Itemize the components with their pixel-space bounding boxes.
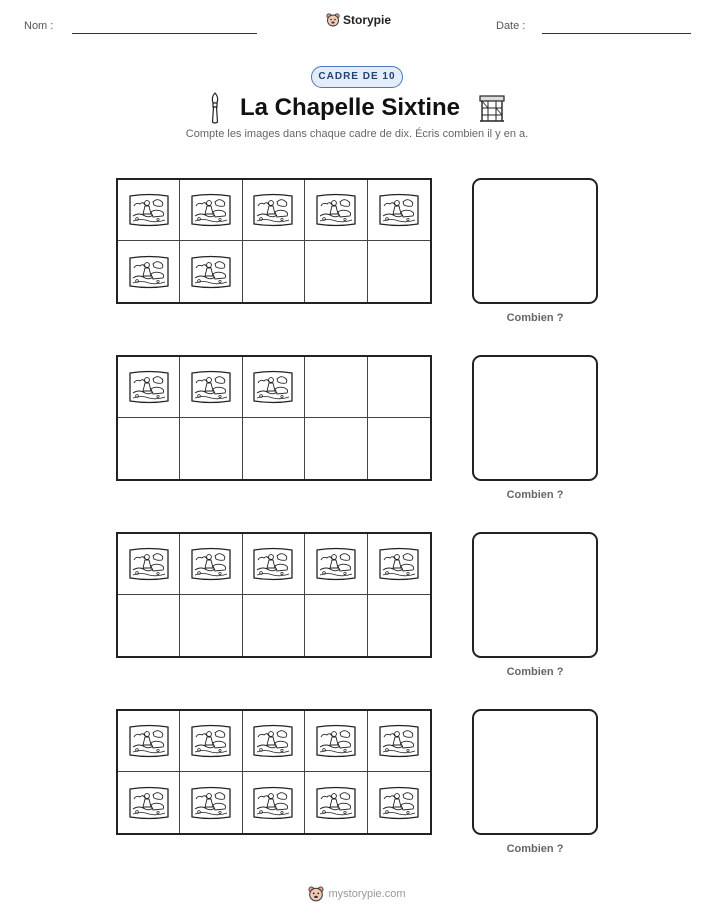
fresco-painting-icon: [189, 369, 233, 405]
footer-website: mystorypie.com: [328, 888, 406, 900]
answer-box[interactable]: [472, 709, 598, 835]
fresco-painting-icon: [377, 785, 421, 821]
fresco-painting-icon: [189, 546, 233, 582]
ten-frame-cell: [368, 357, 430, 418]
fresco-painting-icon: [251, 546, 295, 582]
ten-frame-cell: [118, 711, 180, 772]
fresco-painting-icon: [127, 546, 171, 582]
fresco-painting-icon: [251, 192, 295, 228]
ten-frame-cell: [243, 534, 305, 595]
fresco-painting-icon: [127, 192, 171, 228]
fresco-painting-icon: [189, 192, 233, 228]
ten-frame-cell: [368, 534, 430, 595]
ten-frame-cell: [180, 534, 242, 595]
fresco-painting-icon: [127, 369, 171, 405]
name-field[interactable]: [72, 33, 257, 34]
ten-frame-cell: [243, 357, 305, 418]
ten-frame-cell: [118, 595, 180, 656]
ten-frame-cell: [368, 180, 430, 241]
ten-frame-cell: [305, 595, 367, 656]
ten-frame-cell: [305, 534, 367, 595]
answer-box[interactable]: [472, 532, 598, 658]
ten-frame: [116, 709, 432, 835]
ten-frame-cell: [118, 534, 180, 595]
answer-box[interactable]: [472, 355, 598, 481]
bear-icon: [326, 13, 340, 27]
footer: [0, 886, 714, 902]
paintbrush-icon: [208, 92, 222, 124]
ten-frame: [116, 178, 432, 304]
fresco-painting-icon: [127, 723, 171, 759]
brand-logo: [326, 13, 391, 27]
fresco-painting-icon: [251, 369, 295, 405]
fresco-painting-icon: [314, 785, 358, 821]
ten-frame-cell: [243, 418, 305, 479]
fresco-painting-icon: [127, 785, 171, 821]
ten-frame-cell: [305, 180, 367, 241]
ten-frame: [116, 355, 432, 481]
ten-frame-cell: [180, 180, 242, 241]
ten-frame-cell: [180, 357, 242, 418]
fresco-painting-icon: [377, 723, 421, 759]
instructions: Compte les images dans chaque cadre de dix. Écris combien il y en a.: [185, 128, 529, 140]
fresco-painting-icon: [314, 546, 358, 582]
ten-frame-cell: [180, 711, 242, 772]
ten-frame-cell: [118, 418, 180, 479]
page-title: La Chapelle Sixtine: [239, 94, 461, 121]
ten-frame-cell: [305, 241, 367, 302]
bear-icon: [308, 886, 324, 902]
ten-frame-cell: [118, 357, 180, 418]
ten-frame-cell: [118, 772, 180, 833]
ten-frame-cell: [368, 595, 430, 656]
fresco-painting-icon: [189, 723, 233, 759]
fresco-painting-icon: [377, 192, 421, 228]
worksheet-type-badge: CADRE DE 10: [311, 66, 403, 88]
ten-frame-cell: [243, 241, 305, 302]
date-field[interactable]: [542, 33, 691, 34]
answer-label: Combien ?: [506, 666, 564, 678]
fresco-painting-icon: [189, 785, 233, 821]
ten-frame-cell: [180, 595, 242, 656]
ten-frame-cell: [368, 711, 430, 772]
fresco-painting-icon: [314, 192, 358, 228]
fresco-painting-icon: [251, 723, 295, 759]
answer-label: Combien ?: [506, 312, 564, 324]
ten-frame-cell: [180, 772, 242, 833]
ten-frame-cell: [305, 357, 367, 418]
title-row: [0, 90, 714, 126]
ten-frame-cell: [368, 241, 430, 302]
ten-frame-cell: [368, 772, 430, 833]
fresco-painting-icon: [314, 723, 358, 759]
ten-frame-cell: [180, 418, 242, 479]
ten-frame-cell: [180, 241, 242, 302]
ten-frame: [116, 532, 432, 658]
ten-frame-cell: [243, 180, 305, 241]
ten-frame-cell: [243, 595, 305, 656]
ten-frame-cell: [243, 772, 305, 833]
answer-box[interactable]: [472, 178, 598, 304]
scaffold-icon: [478, 93, 506, 123]
brand-name: Storypie: [343, 13, 392, 27]
ten-frame-cell: [243, 711, 305, 772]
worksheet-header: [0, 0, 714, 50]
ten-frame-cell: [118, 241, 180, 302]
date-label: Date :: [496, 20, 526, 32]
ten-frame-cell: [118, 180, 180, 241]
fresco-painting-icon: [127, 254, 171, 290]
ten-frame-cell: [368, 418, 430, 479]
fresco-painting-icon: [189, 254, 233, 290]
fresco-painting-icon: [251, 785, 295, 821]
answer-label: Combien ?: [506, 489, 564, 501]
name-label: Nom :: [24, 20, 54, 32]
ten-frame-cell: [305, 711, 367, 772]
fresco-painting-icon: [377, 546, 421, 582]
ten-frame-cell: [305, 772, 367, 833]
ten-frame-cell: [305, 418, 367, 479]
answer-label: Combien ?: [506, 843, 564, 855]
